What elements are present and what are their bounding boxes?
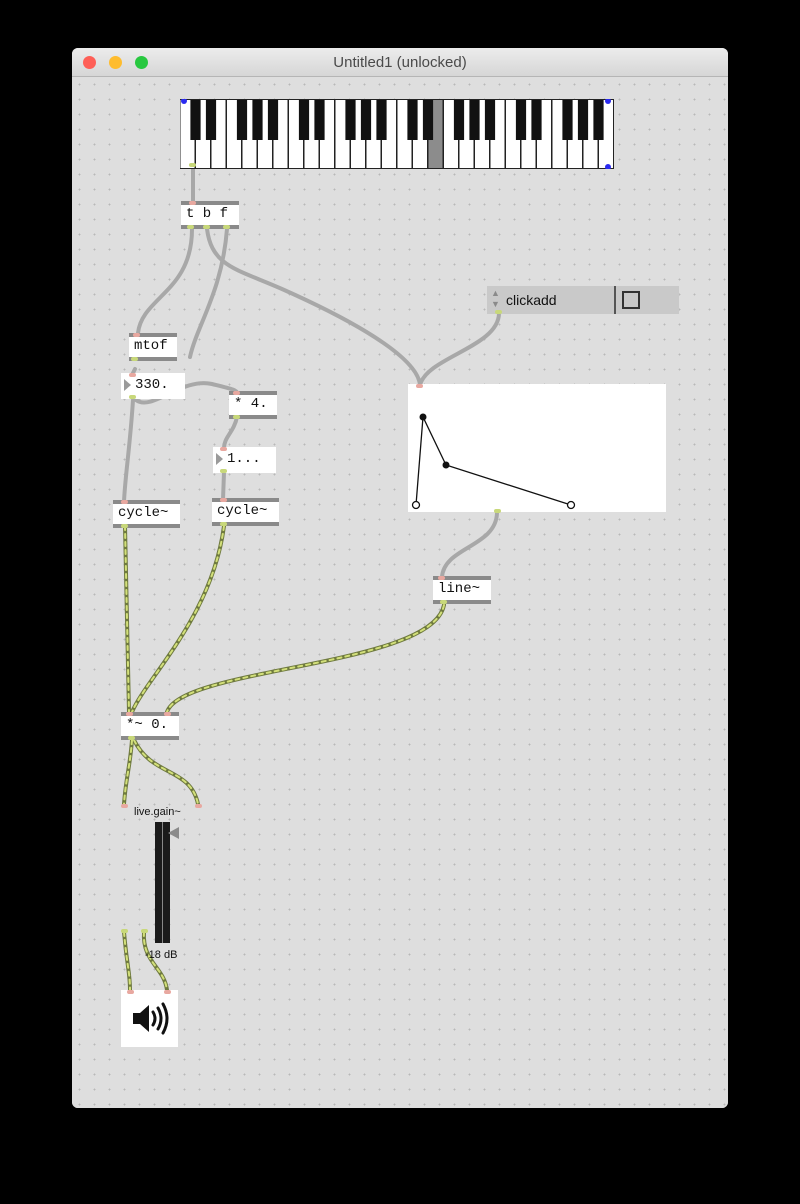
number-arrow-icon bbox=[216, 453, 223, 465]
outlet[interactable] bbox=[203, 225, 210, 229]
cord-trigger-bang[interactable] bbox=[190, 229, 227, 357]
black-key[interactable] bbox=[314, 100, 324, 140]
inlet[interactable] bbox=[127, 990, 134, 994]
line-label: line~ bbox=[438, 581, 481, 597]
black-key[interactable] bbox=[423, 100, 433, 140]
title-bar[interactable] bbox=[72, 48, 728, 77]
patch-canvas[interactable] bbox=[72, 77, 728, 1108]
patcher-window bbox=[72, 48, 728, 1108]
black-key[interactable] bbox=[562, 100, 572, 140]
black-key[interactable] bbox=[454, 100, 464, 140]
envelope-point[interactable] bbox=[568, 502, 575, 509]
black-key[interactable] bbox=[252, 100, 262, 140]
trigger-label: t b f bbox=[186, 206, 229, 222]
black-key[interactable] bbox=[376, 100, 386, 140]
gain-value: -18 dB bbox=[145, 949, 178, 961]
envelope-graph[interactable] bbox=[408, 384, 666, 512]
cord-ratio-cycle[interactable] bbox=[223, 472, 224, 500]
cord-number-cycle[interactable] bbox=[124, 400, 133, 502]
cord-umenu-function[interactable] bbox=[420, 313, 499, 385]
cord-multiply-ratio[interactable] bbox=[224, 417, 237, 448]
cord-trigger-mtof[interactable] bbox=[138, 229, 192, 333]
black-key[interactable] bbox=[299, 100, 309, 140]
outlet[interactable] bbox=[131, 357, 138, 361]
outlet[interactable] bbox=[128, 736, 135, 740]
black-key[interactable] bbox=[345, 100, 355, 140]
envelope-point[interactable] bbox=[413, 502, 420, 509]
inlet[interactable] bbox=[195, 804, 202, 808]
cord-function-line[interactable] bbox=[442, 513, 497, 577]
signal-cord-line-mul[interactable] bbox=[167, 605, 444, 712]
inlet[interactable] bbox=[129, 373, 136, 377]
black-key[interactable] bbox=[206, 100, 216, 140]
toggle-box[interactable] bbox=[617, 286, 679, 314]
inlet[interactable] bbox=[121, 500, 128, 504]
outlet[interactable] bbox=[233, 415, 240, 419]
outlet[interactable] bbox=[495, 310, 502, 314]
inlet[interactable] bbox=[164, 712, 171, 716]
multiply-label: * 4. bbox=[234, 396, 268, 412]
inlet[interactable] bbox=[220, 498, 227, 502]
signal-multiply-label: *~ 0. bbox=[126, 717, 169, 733]
black-key[interactable] bbox=[516, 100, 526, 140]
black-key[interactable] bbox=[485, 100, 495, 140]
black-key[interactable] bbox=[578, 100, 588, 140]
inlet[interactable] bbox=[126, 712, 133, 716]
black-key[interactable] bbox=[268, 100, 278, 140]
inlet[interactable] bbox=[220, 447, 227, 451]
inlet[interactable] bbox=[416, 384, 423, 388]
umenu-value: clickadd bbox=[506, 292, 557, 308]
cord-trigger-function[interactable] bbox=[207, 229, 420, 385]
mtof-label: mtof bbox=[134, 338, 168, 354]
black-key[interactable] bbox=[531, 100, 541, 140]
outlet[interactable] bbox=[220, 522, 227, 526]
dac-speaker-object[interactable] bbox=[121, 990, 178, 1047]
outlet[interactable] bbox=[129, 395, 136, 399]
kslider-keyboard[interactable] bbox=[180, 99, 614, 169]
signal-cord-mul-gain-r[interactable] bbox=[134, 740, 198, 804]
black-key[interactable] bbox=[361, 100, 371, 140]
cycle-label-1: cycle~ bbox=[118, 505, 169, 521]
black-key[interactable] bbox=[469, 100, 479, 140]
outlet[interactable] bbox=[141, 929, 148, 933]
speaker-icon[interactable] bbox=[121, 990, 178, 1047]
frequency-value: 330. bbox=[135, 377, 169, 393]
outlet[interactable] bbox=[187, 225, 194, 229]
outlet[interactable] bbox=[121, 524, 128, 528]
umenu-dropdown[interactable] bbox=[487, 286, 617, 314]
function-envelope-editor[interactable] bbox=[408, 384, 666, 512]
window-title: Untitled1 (unlocked) bbox=[333, 54, 467, 71]
outlet[interactable] bbox=[494, 509, 501, 513]
live-gain-slider[interactable] bbox=[155, 822, 170, 943]
live-gain-label: live.gain~ bbox=[134, 806, 181, 818]
inlet[interactable] bbox=[233, 391, 240, 395]
outlet[interactable] bbox=[189, 163, 196, 167]
checkbox-icon[interactable] bbox=[622, 291, 640, 309]
keyboard-keys[interactable] bbox=[180, 99, 614, 169]
black-key[interactable] bbox=[237, 100, 247, 140]
signal-cord-cycle2-mul[interactable] bbox=[132, 526, 224, 712]
ratio-value: 1... bbox=[227, 451, 261, 467]
inlet[interactable] bbox=[438, 576, 445, 580]
menu-divider bbox=[614, 286, 616, 314]
outlet[interactable] bbox=[223, 225, 230, 229]
inlet[interactable] bbox=[121, 804, 128, 808]
chevron-updown-icon: ▲ ▼ bbox=[491, 288, 500, 309]
outlet[interactable] bbox=[220, 469, 227, 473]
envelope-point[interactable] bbox=[420, 414, 427, 421]
number-arrow-icon bbox=[124, 379, 131, 391]
black-key[interactable] bbox=[190, 100, 200, 140]
black-key[interactable] bbox=[593, 100, 603, 140]
inlet[interactable] bbox=[189, 201, 196, 205]
inlet[interactable] bbox=[164, 990, 171, 994]
cycle-label-2: cycle~ bbox=[217, 503, 268, 519]
inlet[interactable] bbox=[133, 333, 140, 337]
outlet[interactable] bbox=[121, 929, 128, 933]
black-key[interactable] bbox=[407, 100, 417, 140]
envelope-point[interactable] bbox=[443, 462, 450, 469]
outlet[interactable] bbox=[440, 600, 447, 604]
triangle-left-icon[interactable] bbox=[168, 827, 179, 839]
